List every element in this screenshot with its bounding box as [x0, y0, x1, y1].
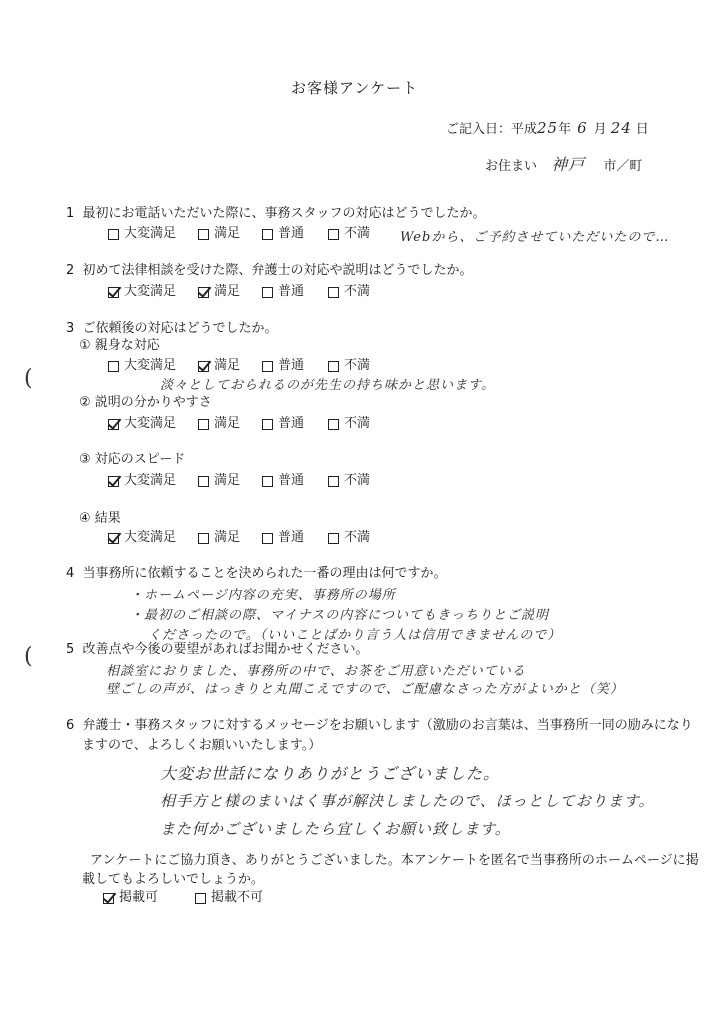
- q3-sub1-option-3[interactable]: 普通: [262, 358, 304, 374]
- address-line: [485, 157, 642, 175]
- q6-answer-line1: 大変お世話になりありがとうございました。: [160, 764, 501, 783]
- month-label: 月: [593, 122, 607, 137]
- q5-text: 改善点や今後の要望があればお聞かせください。: [82, 642, 369, 657]
- date-line: [446, 120, 649, 138]
- q1-text: 最初にお電話いただいた際に、事務スタッフの対応はどうでしたか。: [82, 206, 486, 221]
- q3-sub1-comment: 淡々としておられるのが先生の持ち味かと思います。: [160, 378, 495, 393]
- city-suffix: 市／町: [603, 159, 643, 174]
- q3-sub1-option-1[interactable]: 大変満足: [108, 358, 176, 374]
- q3-sub1-option-4[interactable]: 不満: [328, 358, 370, 374]
- q2-option-1[interactable]: 大変満足: [108, 284, 176, 300]
- q3-sub3-option-2[interactable]: 満足: [198, 473, 240, 489]
- q2-text: 初めて法律相談を受けた際、弁護士の対応や説明はどうでしたか。: [82, 263, 473, 278]
- q4-text: 当事務所に依頼することを決められた一番の理由は何ですか。: [82, 566, 447, 581]
- checkbox-checked-icon[interactable]: [103, 893, 114, 904]
- checkbox-icon[interactable]: [262, 533, 273, 544]
- checkbox-icon[interactable]: [328, 287, 339, 298]
- checkbox-icon[interactable]: [328, 419, 339, 430]
- checkbox-icon[interactable]: [198, 229, 209, 240]
- q3-sub3-option-4[interactable]: 不満: [328, 473, 370, 489]
- q1-option-1[interactable]: 大変満足: [108, 226, 176, 242]
- q3-sub3-label: ③ 対応のスピード: [79, 452, 186, 467]
- q4-answer-line3: くださったので。（いいことばかり言う人は信用できませんので）: [148, 628, 562, 643]
- q3-sub4-option-1[interactable]: 大変満足: [108, 530, 176, 546]
- q1-number: 1: [66, 206, 75, 221]
- q3-sub3-option-1[interactable]: 大変満足: [108, 473, 176, 489]
- checkbox-icon[interactable]: [262, 229, 273, 240]
- margin-bracket-icon: (: [24, 644, 33, 669]
- q4-question: 4 当事務所に依頼することを決められた一番の理由は何ですか。: [66, 566, 447, 581]
- q6-question-line1: 6 弁護士・事務スタッフに対するメッセージをお願いします（激励のお言葉は、当事務所一同の励みになり: [66, 718, 693, 733]
- checkbox-icon[interactable]: [328, 533, 339, 544]
- q2-option-2[interactable]: 満足: [198, 284, 240, 300]
- checkbox-icon[interactable]: [108, 361, 119, 372]
- checkbox-checked-icon[interactable]: [108, 287, 119, 298]
- checkbox-icon[interactable]: [198, 419, 209, 430]
- checkbox-icon[interactable]: [328, 476, 339, 487]
- closing-line1: アンケートにご協力頂き、ありがとうございました。本アンケートを匿名で当事務所のホームページに掲: [90, 853, 699, 868]
- checkbox-icon[interactable]: [262, 287, 273, 298]
- q1-option-3[interactable]: 普通: [262, 226, 304, 242]
- checkbox-icon[interactable]: [328, 229, 339, 240]
- address-label: お住まい: [485, 159, 538, 174]
- q4-answer-line1: ・ホームページ内容の充実、事務所の場所: [130, 588, 396, 603]
- q6-answer-line2: 相手方と様のまいはく事が解決しましたので、ほっとしております。: [160, 792, 655, 810]
- q3-text: ご依頼後の対応はどうでしたか。: [82, 321, 278, 336]
- checkbox-icon[interactable]: [198, 533, 209, 544]
- q1-option-2[interactable]: 満足: [198, 226, 240, 242]
- q1-option-4[interactable]: 不満: [328, 226, 370, 242]
- day-value: 24: [610, 119, 632, 137]
- city-name: 神戸: [551, 155, 586, 174]
- month-value: 6: [577, 119, 588, 137]
- q6-question-line2: ますので、よろしくお願いいたします。）: [82, 738, 322, 753]
- checkbox-icon[interactable]: [262, 476, 273, 487]
- checkbox-icon[interactable]: [108, 229, 119, 240]
- q5-answer-line1: 相談室におりました、事務所の中で、お茶をご用意いただいている: [106, 664, 526, 679]
- q3-sub2-option-1[interactable]: 大変満足: [108, 416, 176, 432]
- checkbox-checked-icon[interactable]: [108, 419, 119, 430]
- q3-sub2-option-4[interactable]: 不満: [328, 416, 370, 432]
- date-label: ご記入日：平成: [446, 122, 538, 137]
- margin-bracket-icon: (: [24, 366, 33, 391]
- checkbox-checked-icon[interactable]: [198, 287, 209, 298]
- q3-sub4-option-2[interactable]: 満足: [198, 530, 240, 546]
- checkbox-checked-icon[interactable]: [198, 361, 209, 372]
- q5-answer-line2: 壁ごしの声が、はっきりと丸聞こえですので、ご配慮なさった方がよいかと（笑）: [106, 682, 624, 697]
- q3-question: 3 ご依頼後の対応はどうでしたか。: [66, 321, 278, 336]
- q6-text: 弁護士・事務スタッフに対するメッセージをお願いします（激励のお言葉は、当事務所一同の励みになり: [82, 718, 693, 733]
- checkbox-icon[interactable]: [195, 893, 206, 904]
- q3-sub3-option-3[interactable]: 普通: [262, 473, 304, 489]
- q3-sub1-option-2[interactable]: 満足: [198, 358, 240, 374]
- q6-answer-line3: また何かございましたら宜しくお願い致します。: [160, 820, 511, 838]
- q1-question: [66, 206, 486, 222]
- checkbox-checked-icon[interactable]: [108, 533, 119, 544]
- year-label: 年: [558, 122, 572, 137]
- checkbox-icon[interactable]: [262, 419, 273, 430]
- publish-ok-option[interactable]: 掲載可: [103, 890, 158, 906]
- q2-question: 2 初めて法律相談を受けた際、弁護士の対応や説明はどうでしたか。: [66, 263, 473, 278]
- q1-comment: Webから、ご予約させていただいたので…: [400, 230, 670, 245]
- page-title: お客様アンケート: [291, 79, 419, 97]
- q3-sub4-option-4[interactable]: 不満: [328, 530, 370, 546]
- q2-option-3[interactable]: 普通: [262, 284, 304, 300]
- checkbox-icon[interactable]: [262, 361, 273, 372]
- checkbox-icon[interactable]: [198, 476, 209, 487]
- q2-option-4[interactable]: 不満: [328, 284, 370, 300]
- q3-sub2-label: ② 説明の分かりやすさ: [79, 395, 212, 410]
- day-label: 日: [635, 122, 649, 137]
- publish-ng-option[interactable]: 掲載不可: [195, 890, 263, 906]
- q3-sub2-option-2[interactable]: 満足: [198, 416, 240, 432]
- q4-answer-line2: ・最初のご相談の際、マイナスの内容についてもきっちりとご説明: [130, 608, 549, 623]
- q3-sub4-option-3[interactable]: 普通: [262, 530, 304, 546]
- checkbox-icon[interactable]: [328, 361, 339, 372]
- q5-question: 5 改善点や今後の要望があればお聞かせください。: [66, 642, 369, 657]
- q3-sub2-option-3[interactable]: 普通: [262, 416, 304, 432]
- closing-line2: 載してもよろしいでしょうか。: [82, 872, 265, 887]
- checkbox-checked-icon[interactable]: [108, 476, 119, 487]
- q3-sub1-label: ① 親身な対応: [79, 338, 160, 353]
- era-year: 25: [537, 119, 559, 137]
- q3-sub4-label: ④ 結果: [79, 511, 121, 526]
